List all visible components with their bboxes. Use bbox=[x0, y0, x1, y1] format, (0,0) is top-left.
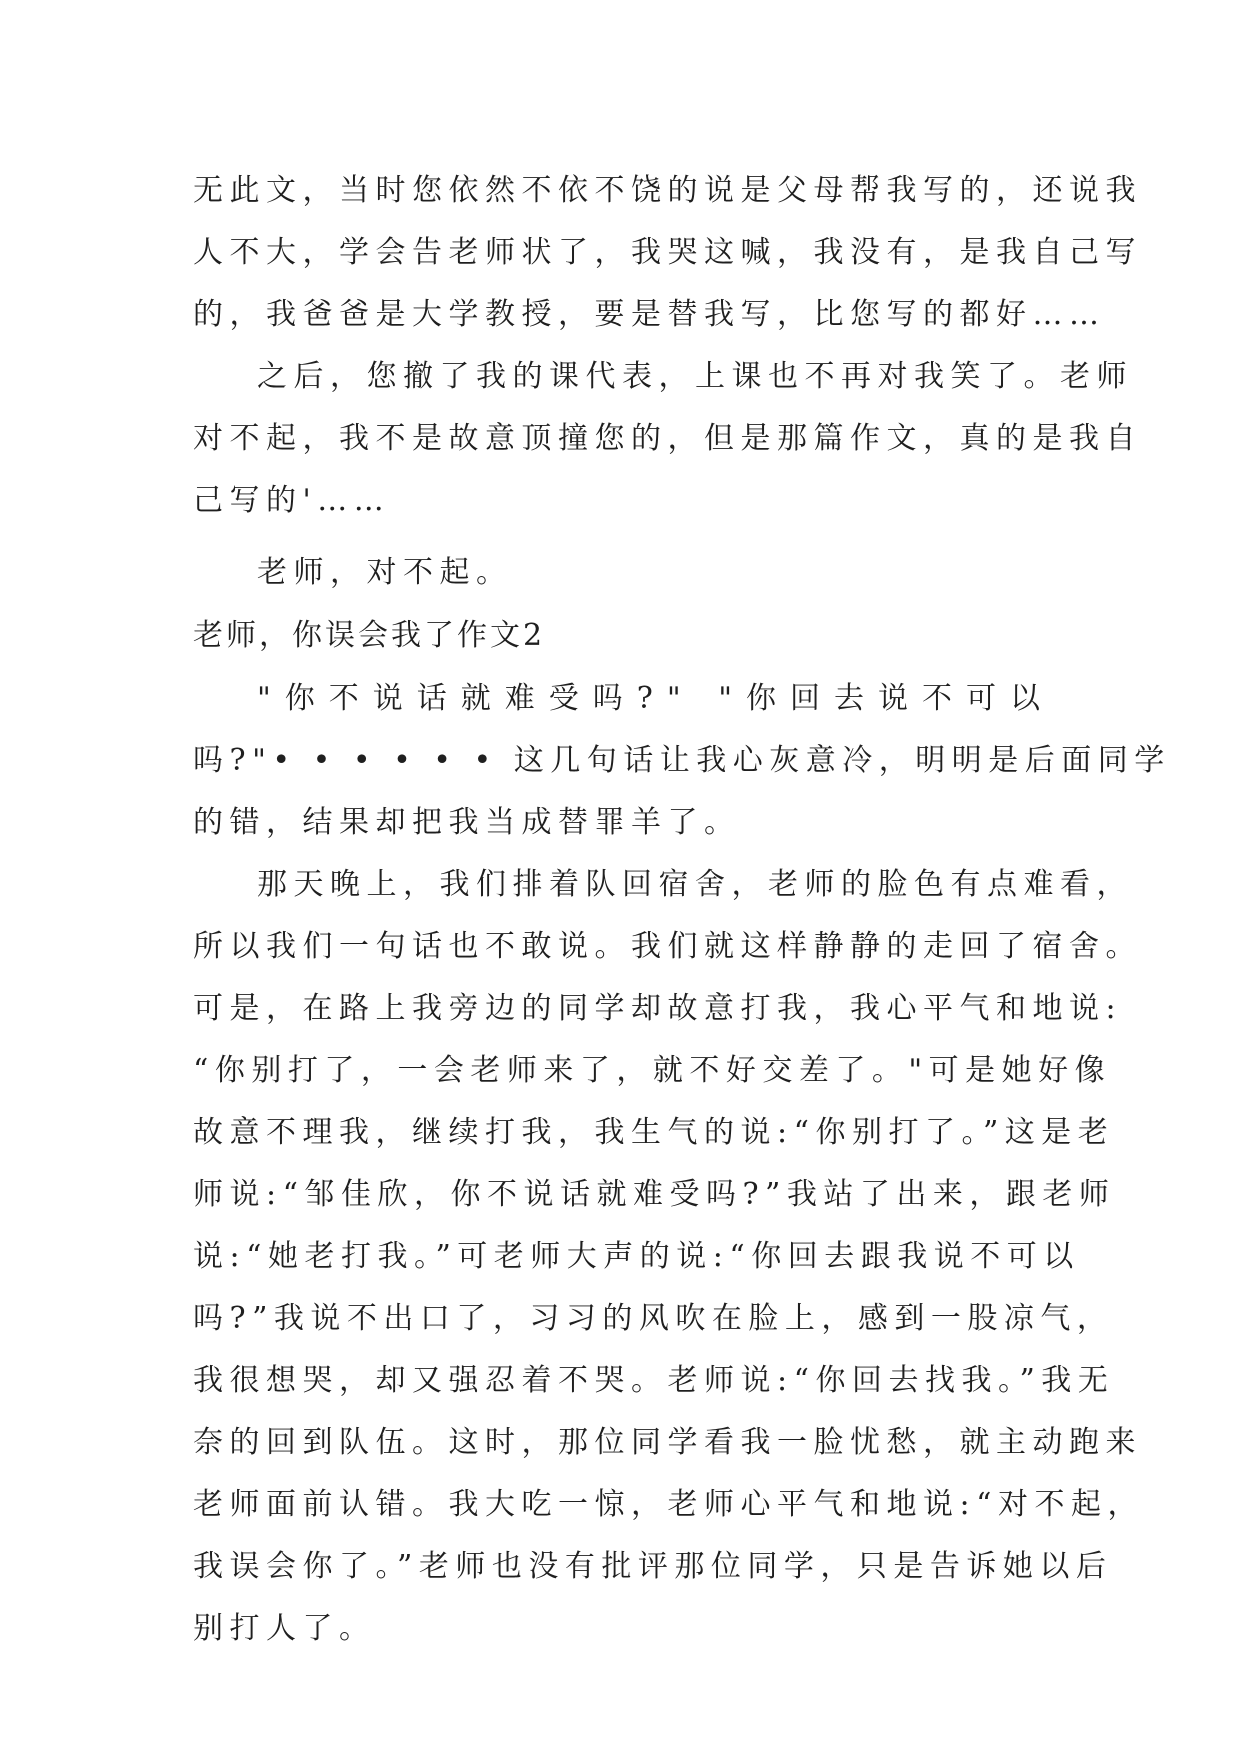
text-line: 己写的'…… bbox=[193, 483, 391, 518]
text-line: 无此文，当时您依然不依不饶的说是父母帮我写的，还说我 bbox=[193, 173, 1142, 208]
text-line: 的，我爸爸是大学教授，要是替我写，比您写的都好…… bbox=[193, 297, 1106, 332]
text-line: 故意不理我，继续打我，我生气的说:“你别打了。”这是老 bbox=[193, 1115, 1115, 1150]
text-line: 老师面前认错。我大吃一惊，老师心平气和地说:“对不起， bbox=[193, 1487, 1144, 1522]
text-line: 吗?”我说不出口了，习习的风吹在脸上，感到一股凉气， bbox=[193, 1301, 1114, 1336]
text-line: 奈的回到队伍。这时，那位同学看我一脸忧愁，就主动跑来 bbox=[193, 1425, 1142, 1460]
text-line: “你别打了，一会老师来了，就不好交差了。"可是她好像 bbox=[193, 1053, 1112, 1088]
paragraph-start-line: "你不说话就难受吗?" "你回去说不可以 bbox=[257, 681, 1055, 716]
text-line: 我很想哭，却又强忍着不哭。老师说:“你回去找我。”我无 bbox=[193, 1363, 1115, 1398]
text-line: 人不大，学会告老师状了，我哭这喊，我没有，是我自己写 bbox=[193, 235, 1142, 270]
section-heading: 老师，你误会我了作文2 bbox=[193, 618, 546, 653]
paragraph-start-line: 之后，您撤了我的课代表，上课也不再对我笑了。老师 bbox=[257, 359, 1133, 394]
text-line: 对不起，我不是故意顶撞您的，但是那篇作文，真的是我自 bbox=[193, 421, 1142, 456]
text-line: 我误会你了。”老师也没有批评那位同学，只是告诉她以后 bbox=[193, 1549, 1113, 1584]
paragraph-start-line: 老师，对不起。 bbox=[257, 555, 513, 590]
text-line: 所以我们一句话也不敢说。我们就这样静静的走回了宿舍。 bbox=[193, 929, 1142, 964]
document-body bbox=[193, 160, 1171, 1660]
text-line: 的错，结果却把我当成替罪羊了。 bbox=[193, 805, 741, 840]
paragraph-start-line: 那天晚上，我们排着队回宿舍，老师的脸色有点难看， bbox=[257, 867, 1133, 902]
text-line: 吗?"• • • • • • 这几句话让我心灰意冷，明明是后面同学 bbox=[193, 743, 1171, 778]
text-line: 别打人了。 bbox=[193, 1611, 376, 1646]
text-line: 师说:“邹佳欣，你不说话就难受吗?”我站了出来，跟老师 bbox=[193, 1177, 1116, 1212]
text-line: 可是，在路上我旁边的同学却故意打我，我心平气和地说: bbox=[193, 991, 1123, 1026]
text-line: 说:“她老打我。”可老师大声的说:“你回去跟我说不可以 bbox=[193, 1239, 1080, 1274]
